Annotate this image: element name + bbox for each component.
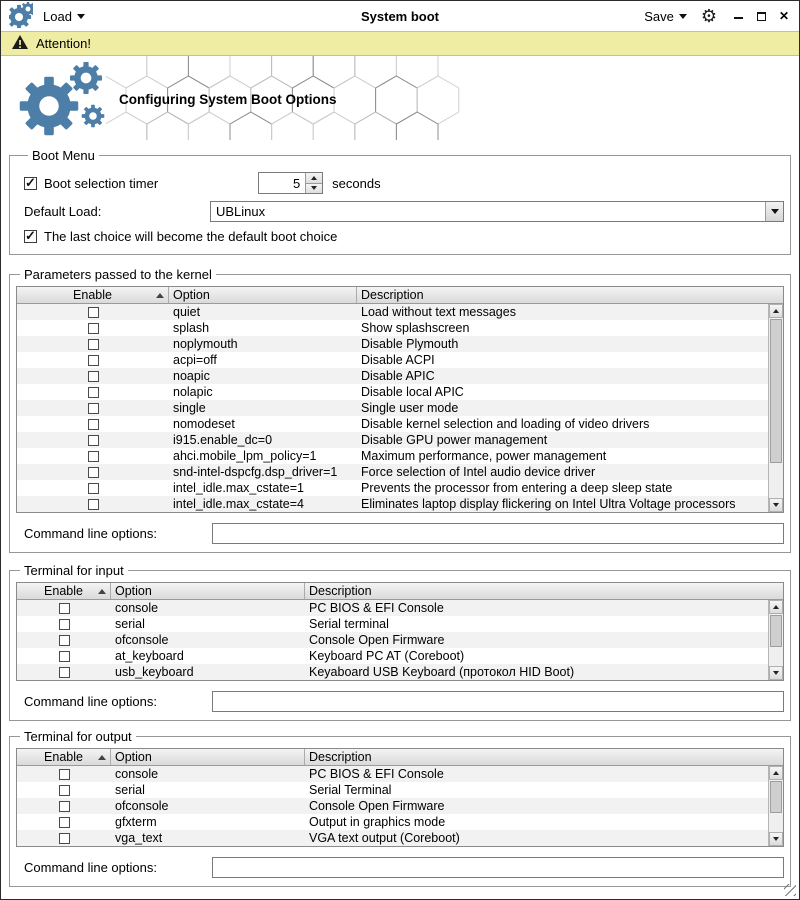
option-column-header[interactable]: Option (111, 749, 305, 765)
option-cell: gfxterm (115, 815, 157, 829)
table-row[interactable] (17, 632, 783, 648)
vertical-scrollbar[interactable] (768, 304, 783, 512)
option-cell: ahci.mobile_lpm_policy=1 (173, 449, 317, 463)
option-cell: console (115, 767, 159, 781)
table-header (17, 583, 783, 600)
table-header (17, 749, 783, 766)
arrow-up-icon (311, 176, 317, 180)
enable-checkbox[interactable] (59, 769, 70, 780)
enable-checkbox[interactable] (88, 387, 99, 398)
app-gears-icon (9, 2, 33, 31)
scroll-down-button[interactable] (769, 666, 783, 680)
table-row[interactable] (17, 352, 783, 368)
enable-checkbox[interactable] (88, 419, 99, 430)
option-cell: usb_keyboard (115, 665, 194, 679)
enable-header-label: Enable (44, 750, 83, 764)
table-row[interactable] (17, 664, 783, 680)
description-cell: Console Open Firmware (309, 799, 445, 813)
table-row[interactable] (17, 798, 783, 814)
description-cell: Show splashscreen (361, 321, 470, 335)
description-cell: Keyboard PC AT (Coreboot) (309, 649, 465, 663)
kernel-params-table (16, 286, 784, 513)
enable-checkbox[interactable] (59, 667, 70, 678)
last-choice-checkbox[interactable] (24, 230, 37, 243)
arrow-down-icon (311, 186, 317, 190)
option-cell: quiet (173, 305, 201, 319)
description-cell: PC BIOS & EFI Console (309, 601, 444, 615)
option-column-header[interactable]: Option (169, 287, 357, 303)
enable-checkbox[interactable] (88, 435, 99, 446)
table-row[interactable] (17, 432, 783, 448)
save-menu-label: Save (644, 8, 674, 24)
arrow-down-icon (773, 503, 779, 507)
enable-column-header[interactable] (17, 287, 169, 303)
enable-checkbox[interactable] (59, 651, 70, 662)
terminal-input-table (16, 582, 784, 681)
enable-checkbox[interactable] (88, 355, 99, 366)
enable-checkbox[interactable] (59, 833, 70, 844)
kernel-cmdline-input[interactable] (212, 523, 784, 544)
table-row[interactable] (17, 320, 783, 336)
sort-ascending-icon (98, 755, 106, 760)
option-cell: noapic (173, 369, 210, 383)
maximize-button[interactable] (754, 9, 768, 23)
spinner-up-button[interactable] (306, 173, 322, 183)
scroll-track[interactable] (769, 780, 783, 832)
cmdline-label: Command line options: (24, 694, 157, 709)
terminal-input-group (9, 563, 791, 721)
close-button[interactable] (777, 9, 791, 23)
table-row[interactable] (17, 448, 783, 464)
terminal-output-cmdline-input[interactable] (212, 857, 784, 878)
table-row[interactable] (17, 400, 783, 416)
description-cell: Disable kernel selection and loading of video drivers (361, 417, 650, 431)
table-header (17, 287, 783, 304)
description-cell: PC BIOS & EFI Console (309, 767, 444, 781)
description-cell: Single user mode (361, 401, 459, 415)
option-cell: nomodeset (173, 417, 235, 431)
timer-spinner[interactable] (258, 172, 323, 194)
table-row[interactable] (17, 814, 783, 830)
cmdline-label: Command line options: (24, 526, 157, 541)
description-column-header[interactable]: Description (309, 584, 372, 598)
chevron-down-icon (679, 14, 687, 19)
enable-checkbox[interactable] (88, 499, 99, 510)
option-cell: noplymouth (173, 337, 238, 351)
boot-menu-legend: Boot Menu (32, 148, 95, 163)
kernel-params-group (9, 267, 791, 553)
description-cell: Load without text messages (361, 305, 516, 319)
scroll-down-button[interactable] (769, 832, 783, 846)
description-column-header[interactable]: Description (361, 288, 424, 302)
settings-gear-icon[interactable]: ⚙ (700, 6, 717, 26)
table-body (17, 304, 783, 512)
timer-unit-label: seconds (332, 175, 381, 191)
arrow-up-icon (773, 309, 779, 313)
default-load-value: UBLinux (216, 204, 266, 219)
attention-text: Attention! (36, 36, 91, 51)
table-row[interactable] (17, 480, 783, 496)
minimize-button[interactable] (731, 9, 745, 23)
option-cell: at_keyboard (115, 649, 184, 663)
default-load-combobox[interactable] (210, 201, 784, 222)
table-row[interactable] (17, 766, 783, 782)
window-title: System boot (360, 8, 439, 24)
option-cell: serial (115, 617, 145, 631)
table-row[interactable] (17, 464, 783, 480)
description-cell: VGA text output (Coreboot) (309, 831, 460, 845)
vertical-scrollbar[interactable] (768, 766, 783, 846)
boot-timer-checkbox[interactable] (24, 177, 37, 190)
boot-menu-group (9, 148, 791, 255)
scroll-thumb[interactable] (770, 781, 782, 813)
chevron-down-icon (77, 14, 85, 19)
description-cell: Prevents the processor from entering a deep sleep state (361, 481, 673, 495)
last-choice-label: The last choice will become the default boot choice (44, 229, 338, 244)
enable-checkbox[interactable] (59, 603, 70, 614)
warning-triangle-icon (11, 34, 29, 53)
load-menu-button[interactable] (39, 6, 89, 27)
chevron-down-icon (771, 209, 779, 214)
resize-grip[interactable] (784, 884, 796, 896)
page-title: Configuring System Boot Options (119, 92, 337, 107)
arrow-down-icon (773, 671, 779, 675)
default-load-label: Default Load: (24, 204, 102, 219)
option-cell: i915.enable_dc=0 (173, 433, 273, 447)
scroll-track[interactable] (769, 318, 783, 498)
scroll-up-button[interactable] (769, 766, 783, 780)
terminal-output-table (16, 748, 784, 847)
enable-checkbox[interactable] (59, 635, 70, 646)
description-cell: Disable Plymouth (361, 337, 459, 351)
table-row[interactable] (17, 648, 783, 664)
enable-checkbox[interactable] (88, 467, 99, 478)
scroll-thumb[interactable] (770, 615, 782, 647)
arrow-up-icon (773, 605, 779, 609)
table-row[interactable] (17, 616, 783, 632)
table-row[interactable] (17, 600, 783, 616)
option-cell: ofconsole (115, 633, 169, 647)
description-cell: Console Open Firmware (309, 633, 445, 647)
terminal-output-group (9, 729, 791, 887)
enable-column-header[interactable] (17, 583, 111, 599)
boot-timer-label: Boot selection timer (44, 175, 159, 191)
enable-checkbox[interactable] (59, 619, 70, 630)
minimize-icon (734, 17, 743, 19)
description-column-header[interactable]: Description (309, 750, 372, 764)
option-cell: nolapic (173, 385, 213, 399)
enable-checkbox[interactable] (88, 483, 99, 494)
description-cell: Keyaboard USB Keyboard (протокол HID Boot) (309, 665, 575, 679)
option-cell: vga_text (115, 831, 163, 845)
table-row[interactable] (17, 496, 783, 512)
enable-checkbox[interactable] (88, 371, 99, 382)
option-cell: intel_idle.max_cstate=1 (173, 481, 304, 495)
description-cell: Force selection of Intel audio device driver (361, 465, 596, 479)
option-cell: splash (173, 321, 210, 335)
enable-column-header[interactable] (17, 749, 111, 765)
enable-checkbox[interactable] (88, 451, 99, 462)
scroll-track[interactable] (769, 614, 783, 666)
cmdline-label: Command line options: (24, 860, 157, 875)
description-cell: Serial terminal (309, 617, 389, 631)
table-row[interactable] (17, 336, 783, 352)
description-cell: Maximum performance, power management (361, 449, 607, 463)
description-cell: Output in graphics mode (309, 815, 446, 829)
attention-banner (1, 31, 799, 56)
sort-ascending-icon (98, 589, 106, 594)
terminal-output-legend: Terminal for output (24, 729, 132, 744)
enable-header-label: Enable (44, 584, 83, 598)
option-cell: ofconsole (115, 799, 169, 813)
enable-checkbox[interactable] (88, 403, 99, 414)
vertical-scrollbar[interactable] (768, 600, 783, 680)
description-cell: Disable local APIC (361, 385, 464, 399)
table-row[interactable] (17, 384, 783, 400)
table-body (17, 600, 783, 680)
enable-checkbox[interactable] (59, 817, 70, 828)
option-cell: snd-intel-dspcfg.dsp_driver=1 (173, 465, 338, 479)
enable-checkbox[interactable] (59, 785, 70, 796)
description-cell: Disable APIC (361, 369, 435, 383)
enable-header-label: Enable (73, 288, 112, 302)
table-row[interactable] (17, 368, 783, 384)
table-row[interactable] (17, 416, 783, 432)
option-column-header[interactable]: Option (111, 583, 305, 599)
option-cell: single (173, 401, 206, 415)
arrow-down-icon (773, 837, 779, 841)
close-icon: ✕ (778, 9, 790, 23)
enable-checkbox[interactable] (59, 801, 70, 812)
kernel-params-legend: Parameters passed to the kernel (24, 267, 212, 282)
save-menu-button[interactable] (640, 6, 691, 27)
table-body (17, 766, 783, 846)
terminal-input-cmdline-input[interactable] (212, 691, 784, 712)
scroll-up-button[interactable] (769, 304, 783, 318)
scroll-thumb[interactable] (770, 319, 782, 463)
description-cell: Disable GPU power management (361, 433, 548, 447)
description-cell: Serial Terminal (309, 783, 392, 797)
option-cell: intel_idle.max_cstate=4 (173, 497, 304, 511)
table-row[interactable] (17, 304, 783, 320)
scroll-down-button[interactable] (769, 498, 783, 512)
table-row[interactable] (17, 782, 783, 798)
arrow-up-icon (773, 771, 779, 775)
description-cell: Disable ACPI (361, 353, 435, 367)
sort-ascending-icon (156, 293, 164, 298)
description-cell: Eliminates laptop display flickering on Intel Ultra Voltage processors (361, 497, 736, 511)
option-cell: serial (115, 783, 145, 797)
title-bar (1, 1, 799, 31)
enable-checkbox[interactable] (88, 307, 99, 318)
table-row[interactable] (17, 830, 783, 846)
terminal-input-legend: Terminal for input (24, 563, 124, 578)
option-cell: console (115, 601, 159, 615)
page-header (1, 56, 799, 140)
scroll-up-button[interactable] (769, 600, 783, 614)
option-cell: acpi=off (173, 353, 217, 367)
gears-logo-icon (9, 58, 113, 140)
maximize-icon (757, 12, 766, 21)
combo-dropdown-button[interactable] (765, 202, 783, 221)
load-menu-label: Load (43, 8, 72, 24)
enable-checkbox[interactable] (88, 323, 99, 334)
timer-value[interactable]: 5 (292, 175, 301, 191)
spinner-down-button[interactable] (306, 183, 322, 194)
enable-checkbox[interactable] (88, 339, 99, 350)
